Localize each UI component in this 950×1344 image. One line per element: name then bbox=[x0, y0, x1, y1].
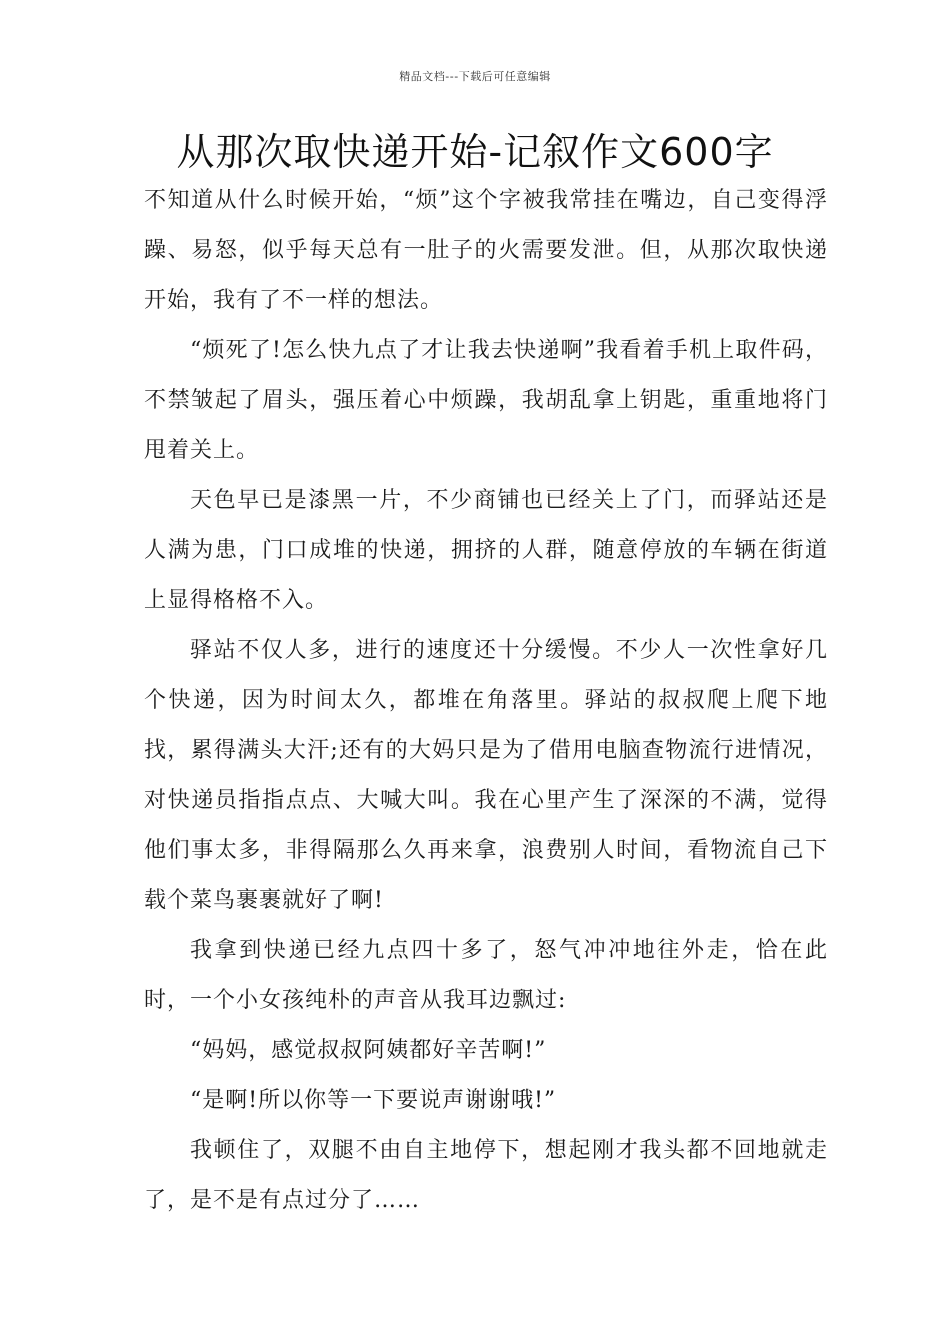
paragraph-1: 不知道从什么时候开始，“烦”这个字被我常挂在嘴边，自己变得浮躁、易怒，似乎每天总有一肚子的火需要发泄。但，从那次取快递开始，我有了不一样的想法。 bbox=[144, 188, 828, 313]
document-title: 从那次取快递开始-记叙作文600字 bbox=[176, 130, 774, 174]
paragraph-3: 天色早已是漆黑一片，不少商铺也已经关上了门，而驿站还是人满为患，门口成堆的快递，拥挤的人群，随意停放的车辆在街道上显得格格不入。 bbox=[144, 488, 828, 613]
document-body bbox=[144, 176, 828, 1226]
paragraph-2: “烦死了!怎么快九点了才让我去快递啊”我看着手机上取件码，不禁皱起了眉头，强压着心中烦躁，我胡乱拿上钥匙，重重地将门甩着关上。 bbox=[144, 338, 828, 463]
paragraph-7: “是啊!所以你等一下要说声谢谢哦!” bbox=[190, 1088, 557, 1113]
paragraph-5: 我拿到快递已经九点四十多了，怒气冲冲地往外走，恰在此时，一个小女孩纯朴的声音从我耳边飘过: bbox=[144, 938, 828, 1013]
paragraph-4: 驿站不仅人多，进行的速度还十分缓慢。不少人一次性拿好几个快递，因为时间太久，都堆在角落里。驿站的叔叔爬上爬下地找，累得满头大汗;还有的大妈只是为了借用电脑查物流行进情况，对快递员指指点点、大喊大叫。我在心里产生了深深的不满，觉得他们事太多，非得隔那么久再来拿，浪费别人时间，看物流自己下载个菜鸟裹裹就好了啊! bbox=[144, 638, 828, 913]
header-note: 精品文档---下载后可任意编辑 bbox=[399, 70, 551, 83]
paragraph-6: “妈妈，感觉叔叔阿姨都好辛苦啊!” bbox=[190, 1038, 547, 1063]
paragraph-8: 我顿住了，双腿不由自主地停下，想起刚才我头都不回地就走了，是不是有点过分了…… bbox=[144, 1138, 828, 1213]
